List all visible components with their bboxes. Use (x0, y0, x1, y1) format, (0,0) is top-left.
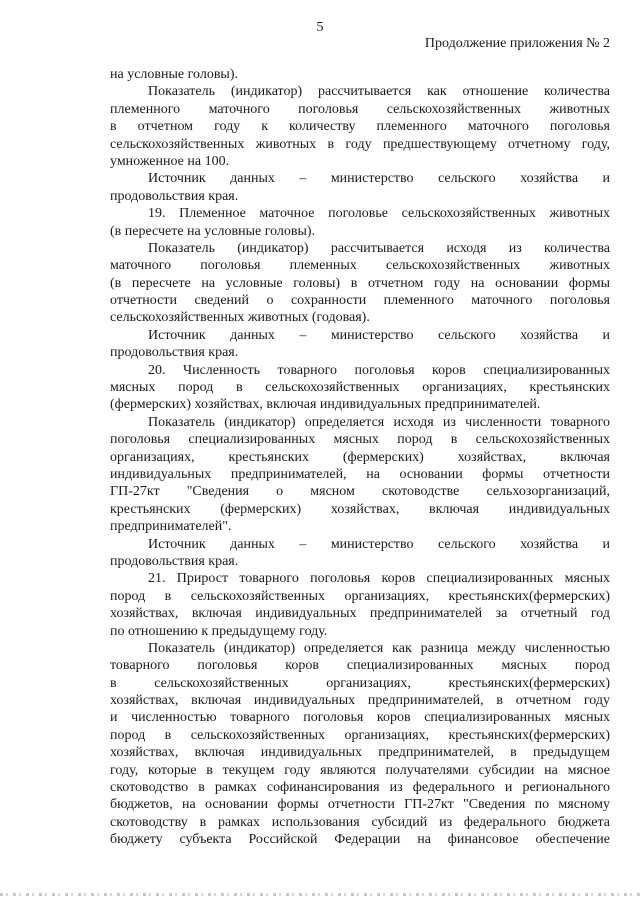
scan-edge-artifact (0, 893, 640, 896)
text-line: (фермерских) хозяйствах, включая индивидуальных предпринимателей. (110, 397, 541, 413)
text-line: году, которые в текущем году являются получателями субсидии на мясное (110, 762, 610, 778)
body-text (110, 66, 610, 849)
appendix-header: Продолжение приложения № 2 (424, 36, 610, 51)
text-line: ГП-27кт "Сведения о мясном скотоводстве сельхозорганизаций, (110, 484, 610, 500)
text-line: маточного поголовья племенных сельскохозяйственных животных (110, 258, 610, 274)
text-line: продовольствия края. (110, 345, 239, 361)
text-line: на условные головы). (110, 67, 239, 82)
text-line: по отношению к предыдущему году. (110, 623, 328, 639)
text-line: сельскохозяйственных животных в году предшествующему отчетному году, (110, 136, 610, 152)
text-line: Показатель (индикатор) рассчитывается исходя из количества (148, 240, 610, 256)
text-line: предпринимателей". (110, 519, 232, 535)
text-line: 21. Прирост товарного поголовья коров специализированных мясных (148, 571, 610, 587)
text-line: Показатель (индикатор) рассчитывается как отношение количества (148, 84, 610, 100)
text-line: в сельскохозяйственных организациях, крестьянских(фермерских) (110, 675, 610, 691)
text-line: сельскохозяйственных животных (годовая). (110, 310, 370, 326)
text-line: 20. Численность товарного поголовья коров специализированных (148, 362, 610, 378)
text-line: Источник данных – министерство сельского хозяйства и (148, 327, 610, 343)
text-line: отчетности сведений о сохранности племенного маточного поголовья (110, 293, 610, 309)
text-line: (в пересчете на условные головы) в отчетном году на основании формы (110, 275, 610, 291)
text-line: племенного маточного поголовья сельскохозяйственных животных (110, 101, 610, 117)
text-line: крестьянских (фермерских) хозяйствах, включая индивидуальных (110, 501, 610, 517)
text-line: умноженное на 100. (110, 153, 230, 169)
text-line: пород в сельскохозяйственных организациях, крестьянских(фермерских) (110, 588, 610, 604)
text-line: скотоводство в рамках софинансирования из федерального и регионального (110, 780, 610, 796)
text-line: организациях, крестьянских (фермерских) хозяйствах, включая (110, 449, 610, 465)
text-line: Показатель (индикатор) определяется исходя из численности товарного (148, 414, 610, 430)
text-line: товарного поголовья коров специализированных мясных пород (110, 658, 610, 674)
text-line: бюджетов, на основании формы отчетности ГП-27кт "Сведения по мясному (110, 797, 610, 813)
text-line: скотоводству в рамках использования субсидий из федерального бюджета (110, 814, 610, 830)
text-line: в отчетном году к количеству племенного маточного поголовья (110, 119, 610, 135)
text-line: хозяйствах, включая индивидуальных предпринимателей за отчетный год (110, 606, 610, 622)
text-line: поголовья специализированных мясных пород в сельскохозяйственных (110, 432, 610, 448)
text-line: Показатель (индикатор) определяется как разница между численностью (148, 640, 610, 656)
text-line: продовольствия края. (110, 553, 239, 569)
text-line: и численностью товарного поголовья коров специализированных мясных (110, 710, 610, 726)
text-line: бюджету субъекта Российской Федерации на финансовое обеспечение (110, 832, 610, 848)
text-line: индивидуальных предпринимателей, на основании формы отчетности (110, 466, 610, 482)
text-line: (в пересчете на условные головы). (110, 223, 316, 239)
text-line: мясных пород в сельскохозяйственных организациях, крестьянских (110, 380, 610, 396)
text-line: Источник данных – министерство сельского хозяйства и (148, 171, 610, 187)
text-line: хозяйствах, включая индивидуальных предпринимателей, в предыдущем (110, 745, 610, 761)
text-line: 19. Племенное маточное поголовье сельскохозяйственных животных (148, 206, 610, 222)
text-line: Источник данных – министерство сельского хозяйства и (148, 536, 610, 552)
text-line: хозяйствах, включая индивидуальных предпринимателей, в отчетном году (110, 693, 610, 709)
text-line: пород в сельскохозяйственных организациях, крестьянских(фермерских) (110, 727, 610, 743)
text-line: продовольствия края. (110, 188, 239, 204)
page-number: 5 (316, 20, 324, 35)
